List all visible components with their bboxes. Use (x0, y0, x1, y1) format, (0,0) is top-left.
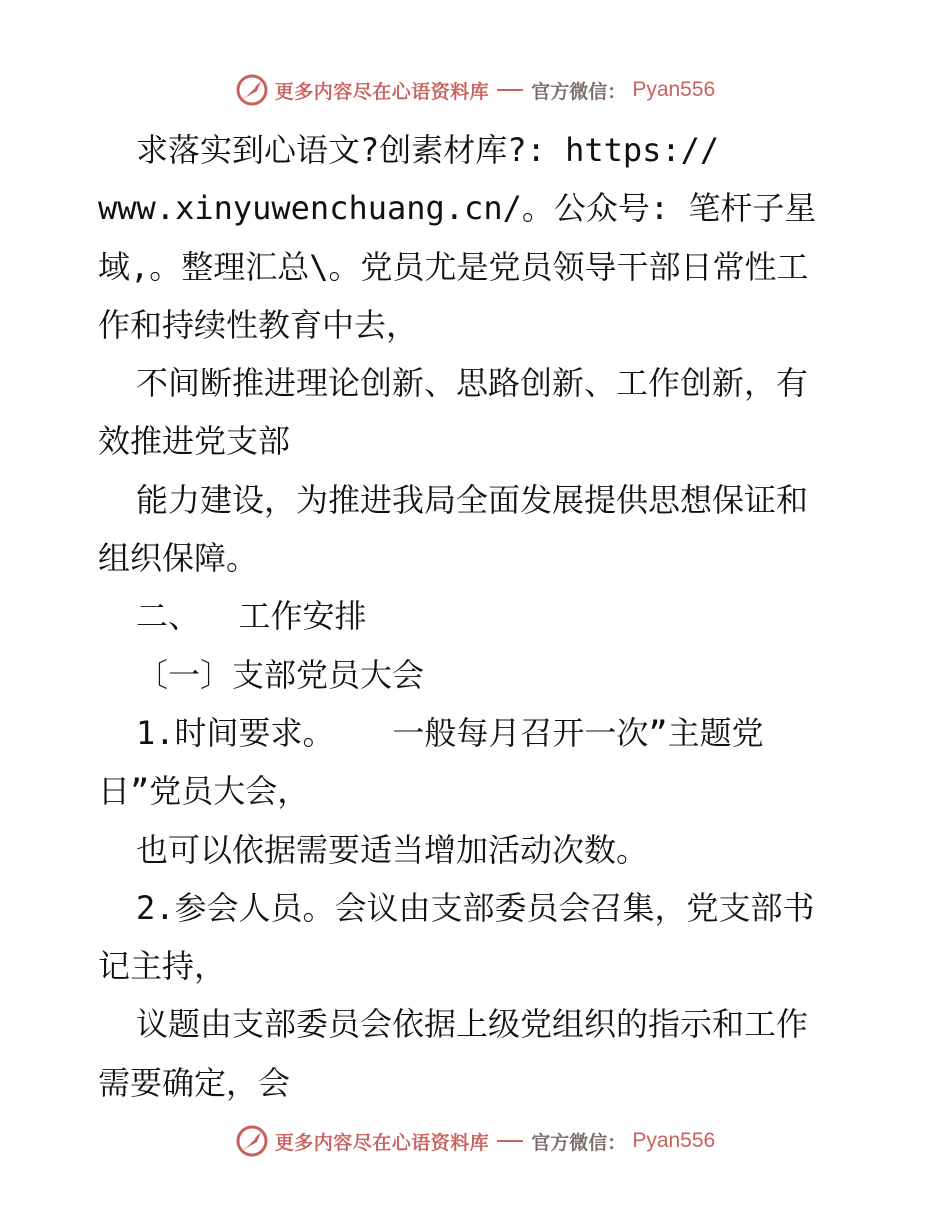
text-line: 求落实到心语文?创素材库?: https:// (136, 131, 720, 169)
text-line: 日”党员大会， (98, 772, 310, 811)
watermark-row (235, 1124, 715, 1158)
watermark-wechat-id: Pyan556 (632, 78, 716, 101)
text-line: 效推进党支部 (98, 422, 291, 461)
quill-logo-icon (235, 1124, 269, 1158)
document-body (98, 121, 853, 1112)
text-line: 组织保障。 (98, 539, 259, 578)
text-line: 1.时间要求。 一般每月召开一次”主题党 (136, 713, 764, 752)
watermark-dash (497, 89, 523, 91)
watermark-red-text: 更多内容尽在心语资料库 (274, 80, 490, 103)
text-line: 不间断推进理论创新、思路创新、工作创新，有 (136, 364, 809, 403)
watermark-wechat-id: Pyan556 (632, 1129, 716, 1152)
text-line: www.xinyuwenchuang.cn/。公众号: 笔杆子星 (98, 189, 817, 228)
text-line: 议题由支部委员会依据上级党组织的指示和工作 (136, 1005, 809, 1044)
text-line: 能力建设，为推进我局全面发展提供思想保证和 (136, 480, 809, 519)
header-watermark-banner (0, 70, 950, 110)
watermark-red-text: 更多内容尽在心语资料库 (274, 1131, 490, 1154)
watermark-gray-text: 官方微信： (531, 1131, 627, 1154)
text-line: 也可以依据需要适当增加活动次数。 (136, 830, 649, 869)
footer-watermark-banner (0, 1121, 950, 1161)
watermark-dash (497, 1140, 523, 1142)
text-line: 域,。整理汇总\。党员尤是党员领导干部日常性工 (98, 247, 809, 286)
watermark-gray-text: 官方微信： (531, 80, 627, 103)
text-line: 2.参会人员。会议由支部委员会召集，党支部书 (136, 888, 815, 927)
text-line: 记主持， (98, 947, 227, 986)
quill-logo-icon (235, 73, 269, 107)
subsection-heading: 〔一〕支部党员大会 (136, 655, 425, 694)
text-line: 需要确定，会 (98, 1063, 291, 1102)
section-heading: 二、 工作安排 (136, 597, 367, 636)
text-line: 作和持续性教育中去， (98, 305, 419, 344)
watermark-row (235, 73, 715, 107)
